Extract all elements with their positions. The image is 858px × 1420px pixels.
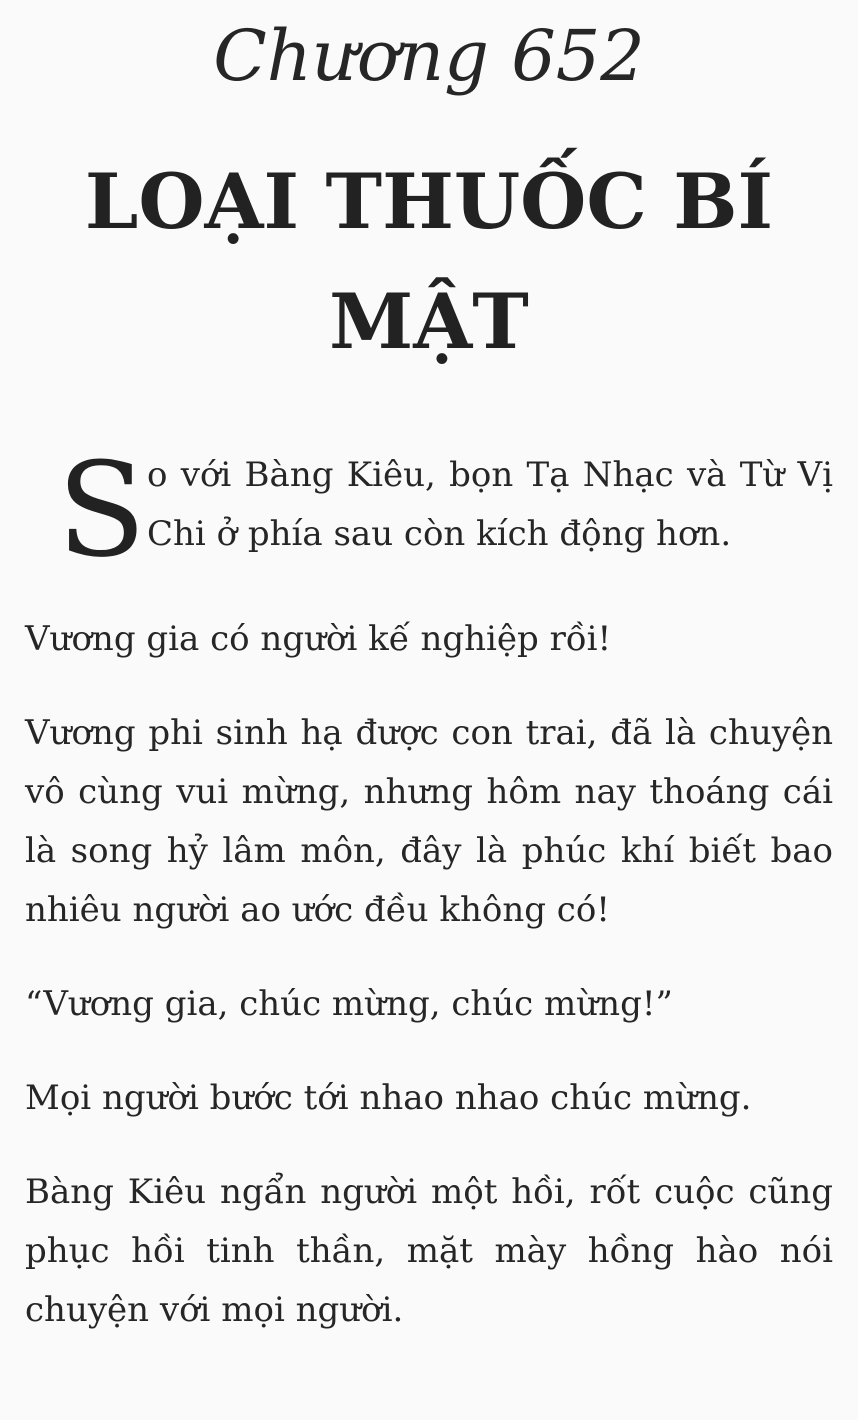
first-paragraph-text: o với Bàng Kiêu, bọn Tạ Nhạc và Từ Vị Chi ở phía sau còn kích động hơn. xyxy=(147,455,833,554)
paragraph: “Vương gia, chúc mừng, chúc mừng!” xyxy=(25,984,673,1024)
paragraph: Bàng Kiêu ngẩn người một hồi, rốt cuộc cũng phục hồi tinh thần, mặt mày hồng hào nói chuyện với mọi người. xyxy=(25,1172,833,1330)
drop-cap: S xyxy=(57,434,147,586)
first-paragraph xyxy=(25,434,833,586)
chapter-content xyxy=(25,434,833,1340)
chapter-number: Chương 652 xyxy=(213,15,645,97)
paragraph: Mọi người bước tới nhao nhao chúc mừng. xyxy=(25,1078,752,1118)
chapter-title: LOẠI THUỐC BÍ MẬT xyxy=(84,157,774,366)
paragraph: Vương gia có người kế nghiệp rồi! xyxy=(25,619,612,659)
paragraph: Vương phi sinh hạ được con trai, đã là chuyện vô cùng vui mừng, nhưng hôm nay thoáng cái là song hỷ lâm môn, đây là phúc khí biết bao nhiêu người ao ước đều không có! xyxy=(25,713,833,930)
